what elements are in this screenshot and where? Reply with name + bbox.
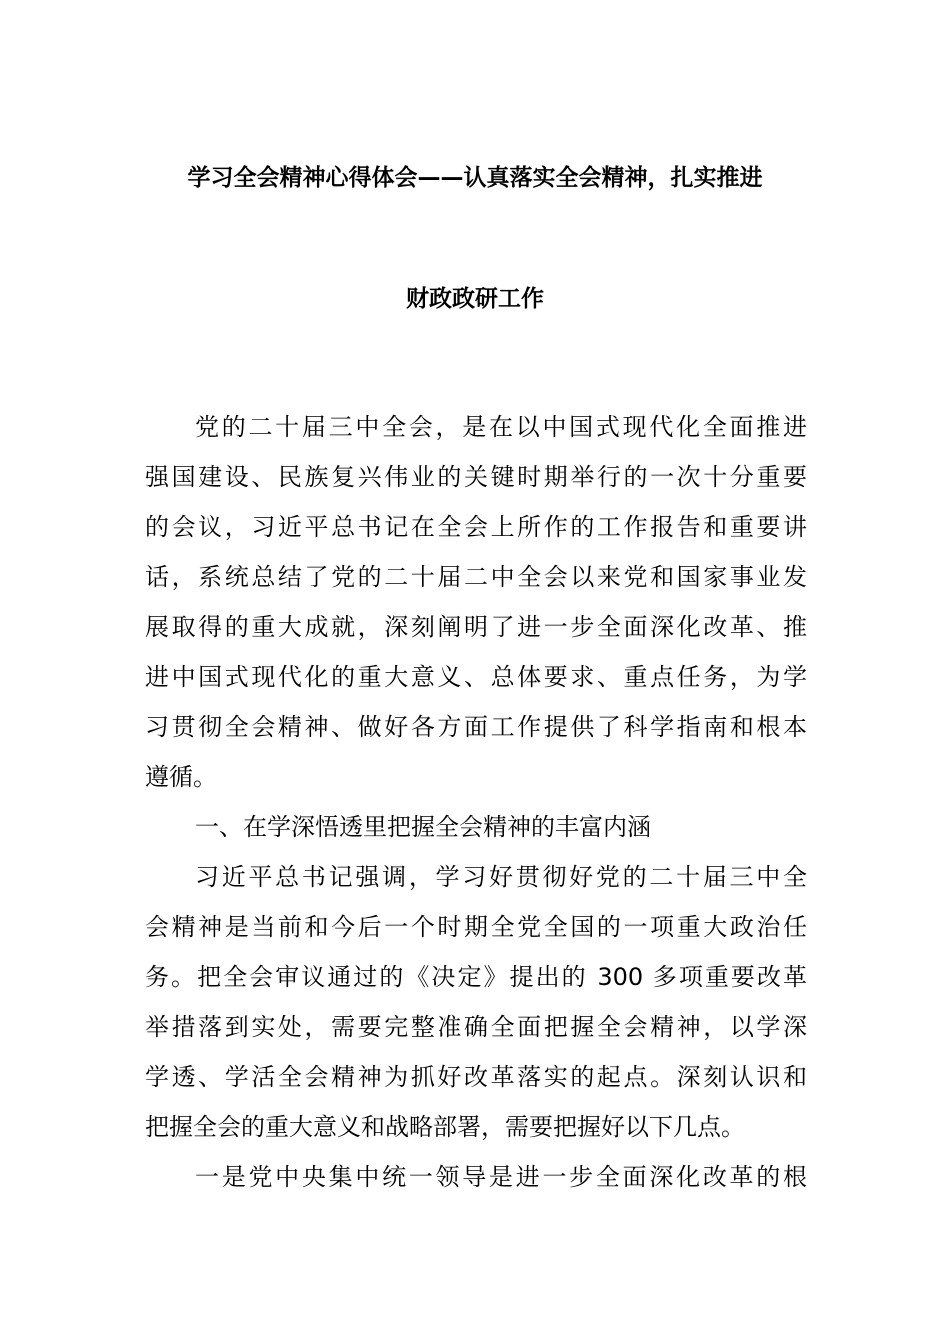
paragraph-1-line-5: 展取得的重大成就，深刻阐明了进一步全面深化改革、推 [145,613,807,641]
paragraph-2-line-6: 把握全会的重大意义和战略部署，需要把握好以下几点。 [145,1113,745,1141]
paragraph-1-line-7: 习贯彻全会精神、做好各方面工作提供了科学指南和根本 [145,713,807,741]
paragraph-1-line-1: 党的二十届三中全会，是在以中国式现代化全面推进 [195,413,807,441]
section-heading-1: 一、在学深悟透里把握全会精神的丰富内涵 [195,813,651,841]
document-title-line-1: 学习全会精神心得体会——认真落实全会精神，扎实推进 [187,165,763,191]
paragraph-1-line-8: 遵循。 [145,763,217,791]
paragraph-2-line-2: 会精神是当前和今后一个时期全党全国的一项重大政治任 [145,913,807,941]
document-title-line-2: 财政政研工作 [406,286,544,312]
paragraph-2-line-3: 务。把全会审议通过的《决定》提出的 300 多项重要改革 [145,963,807,991]
paragraph-3-line-1: 一是党中央集中统一领导是进一步全面深化改革的根 [195,1163,807,1191]
paragraph-1-line-6: 进中国式现代化的重大意义、总体要求、重点任务，为学 [145,663,807,691]
paragraph-2-line-4: 举措落到实处，需要完整准确全面把握全会精神，以学深 [145,1013,807,1041]
paragraph-2-line-5: 学透、学活全会精神为抓好改革落实的起点。深刻认识和 [145,1063,807,1091]
paragraph-2-line-1: 习近平总书记强调，学习好贯彻好党的二十届三中全 [195,863,807,891]
paragraph-1-line-3: 的会议，习近平总书记在全会上所作的工作报告和重要讲 [145,513,807,541]
document-body [145,402,807,1202]
paragraph-1-line-2: 强国建设、民族复兴伟业的关键时期举行的一次十分重要 [145,463,807,491]
paragraph-1-line-4: 话，系统总结了党的二十届二中全会以来党和国家事业发 [145,563,807,591]
